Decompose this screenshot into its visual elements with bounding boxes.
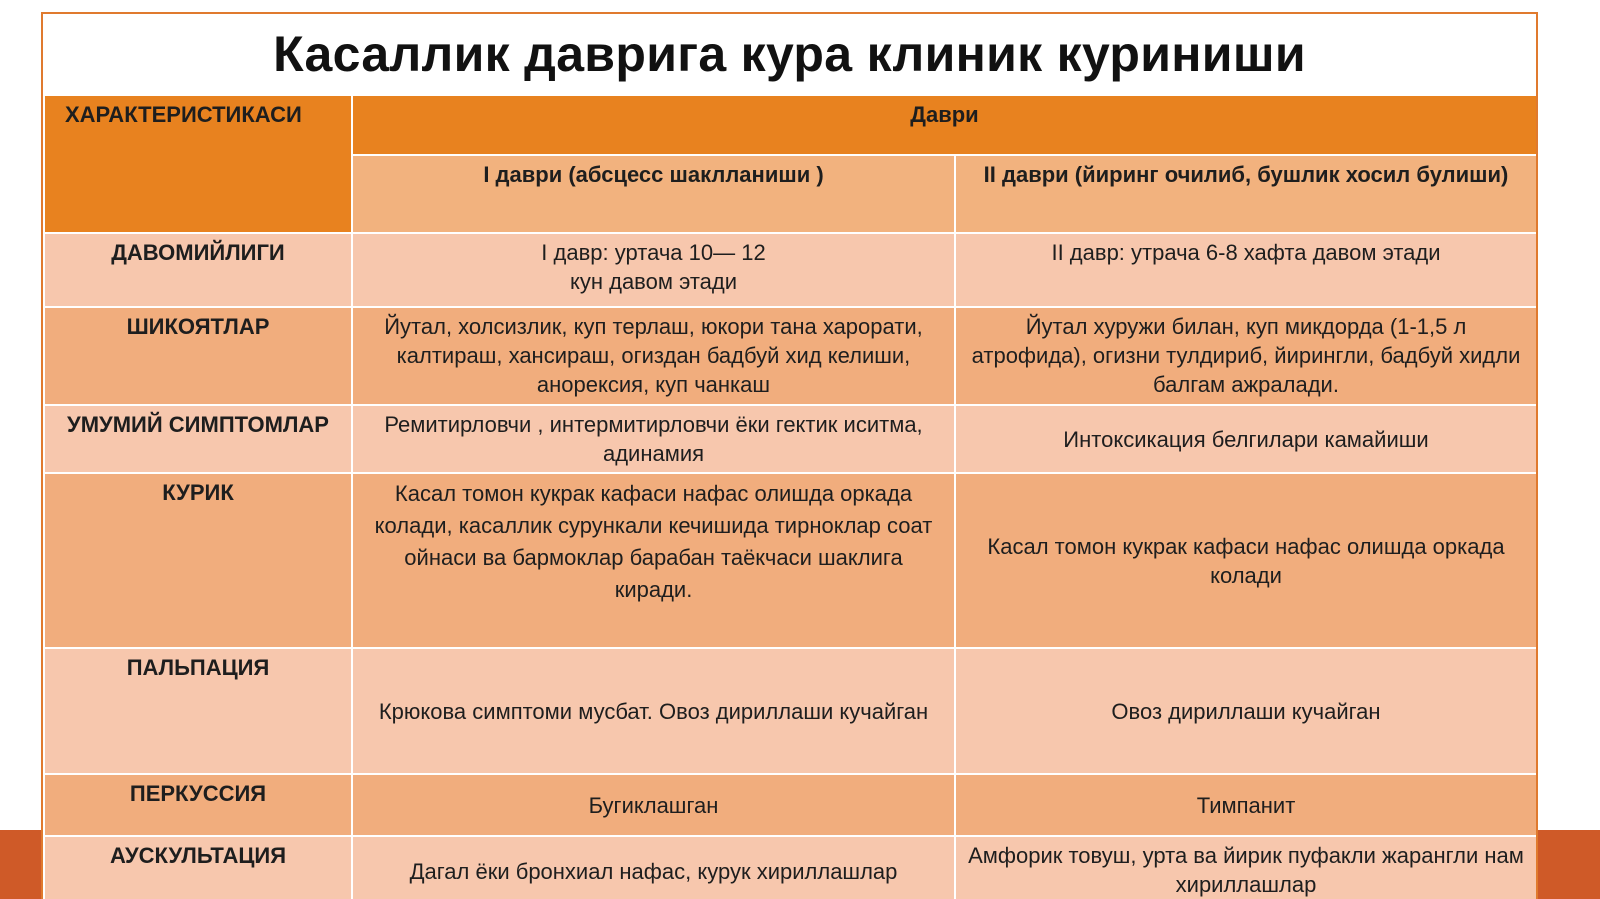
table-row [44,648,1537,774]
table-row [44,307,1537,405]
cell-period-2: Амфорик товуш, урта ва йирик пуфакли жарангли нам хириллашлар [955,836,1537,899]
cell-period-1: Крюкова симптоми мусбат. Овоз дириллаши кучайган [352,648,955,774]
slide [41,12,1538,899]
accent-bar-left [0,830,42,899]
cell-period-2: Овоз дириллаши кучайган [955,648,1537,774]
row-label: ШИКОЯТЛАР [44,307,352,405]
cell-period-2: Йутал хуружи билан, куп микдорда (1-1,5 л атрофида), огизни тулдириб, йирингли, бадбуй хидли балгам ажралади. [955,307,1537,405]
row-label: ДАВОМИЙЛИГИ [44,233,352,307]
cell-period-1 [352,233,955,307]
cell-period-1: Ремитирловчи , интермитирловчи ёки гектик иситма, адинамия [352,405,955,473]
header-period-1: I даври (абсцесс шаклланиши ) [352,155,955,233]
row-label: ПАЛЬПАЦИЯ [44,648,352,774]
header-period: Даври [352,95,1537,155]
row-label: АУСКУЛЬТАЦИЯ [44,836,352,899]
accent-bar-right [1538,830,1600,899]
cell-text: I давр: уртача 10— 12 кун давом этади [541,240,766,294]
cell-period-1: Касал томон кукрак кафаси нафас олишда оркада колади, касаллик сурункали кечишида тирноклар соат ойнаси ва бармоклар барабан таёкчаси шаклига киради. [352,473,955,648]
table-row [44,836,1537,899]
table-row [44,473,1537,648]
cell-period-1: Бугиклашган [352,774,955,836]
table-row [44,774,1537,836]
cell-period-1: Дагал ёки бронхиал нафас, курук хириллашлар [352,836,955,899]
cell-period-2: II давр: утрача 6-8 хафта давом этади [955,233,1537,307]
cell-period-2: Интоксикация белгилари камайиши [955,405,1537,473]
row-label: ПЕРКУССИЯ [44,774,352,836]
header-period-2: II даври (йиринг очилиб, бушлик хосил булиши) [955,155,1537,233]
row-label: КУРИК [44,473,352,648]
clinical-table [43,94,1538,899]
cell-period-2: Касал томон кукрак кафаси нафас олишда оркада колади [955,473,1537,648]
header-characteristics: ХАРАКТЕРИСТИКАСИ [44,95,352,233]
table-row [44,233,1537,307]
table-row [44,405,1537,473]
slide-title: Касаллик даврига кура клиник куриниши [273,26,1306,82]
cell-period-1: Йутал, холсизлик, куп терлаш, юкори тана харорати, калтираш, хансираш, огиздан бадбуй хид келиши, анорексия, куп чанкаш [352,307,955,405]
cell-period-2: Тимпанит [955,774,1537,836]
row-label: УМУМИЙ СИМПТОМЛАР [44,405,352,473]
